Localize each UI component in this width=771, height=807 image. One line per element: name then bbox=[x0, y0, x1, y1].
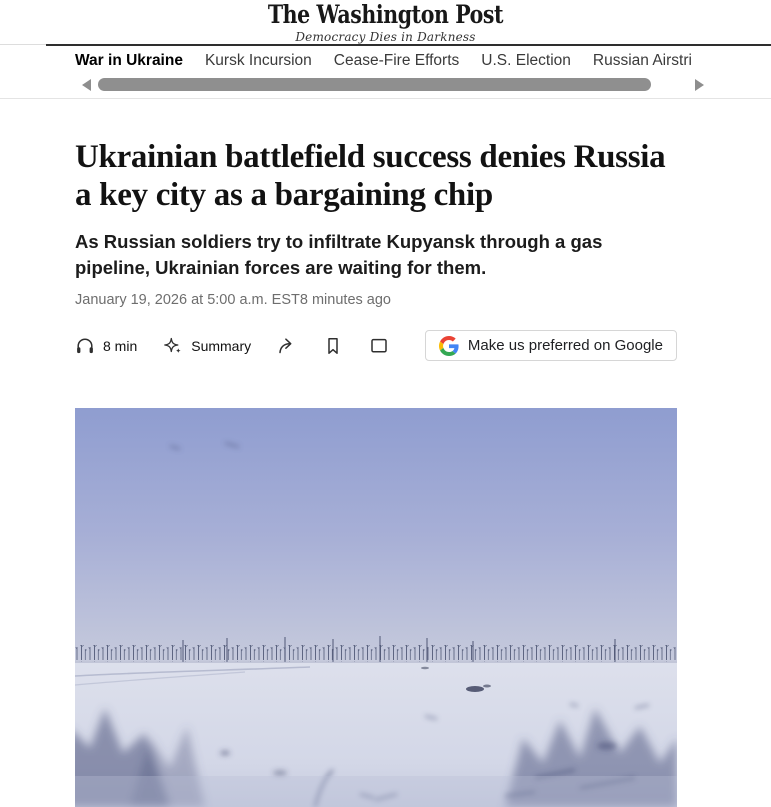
comment-icon bbox=[369, 336, 389, 356]
article bbox=[75, 139, 677, 807]
article-toolbar bbox=[75, 330, 677, 361]
masthead-hairline bbox=[0, 44, 46, 45]
nav-item-cease-fire-efforts[interactable]: Cease-Fire Efforts bbox=[333, 52, 460, 69]
header-divider bbox=[0, 98, 771, 99]
nav-item-russian-airstrikes[interactable]: Russian Airstri bbox=[592, 52, 692, 69]
masthead bbox=[0, 0, 771, 44]
publish-date: January 19, 2026 at 5:00 a.m. EST bbox=[75, 292, 300, 309]
topic-nav-scrollbar bbox=[46, 76, 771, 93]
google-g-icon bbox=[439, 336, 459, 356]
scrollbar-thumb[interactable] bbox=[98, 78, 651, 91]
washington-post-logo[interactable]: The Washington Post bbox=[267, 0, 504, 29]
comment-button[interactable] bbox=[369, 336, 389, 356]
article-headline: Ukrainian battlefield success denies Russia a key city as a bargaining chip bbox=[75, 139, 666, 213]
google-button-label: Make us preferred on Google bbox=[467, 337, 663, 355]
listen-button[interactable] bbox=[75, 336, 137, 356]
summary-button[interactable] bbox=[163, 336, 251, 356]
listen-duration-label: 8 min bbox=[103, 337, 138, 354]
snowy-field-photo bbox=[75, 408, 677, 807]
scroll-right-arrow-icon[interactable] bbox=[695, 79, 704, 91]
make-us-preferred-on-google-button[interactable] bbox=[425, 330, 677, 361]
article-subheadline: As Russian soldiers try to infiltrate Kupyansk through a gas pipeline, Ukrainian forces are waiting for them. bbox=[75, 230, 603, 279]
nav-item-us-election[interactable]: U.S. Election bbox=[481, 52, 571, 69]
masthead-tagline: Democracy Dies in Darkness bbox=[295, 29, 476, 44]
updated-ago: 8 minutes ago bbox=[299, 292, 391, 309]
share-icon bbox=[277, 336, 297, 356]
bookmark-button[interactable] bbox=[323, 336, 343, 356]
bookmark-icon bbox=[323, 336, 343, 356]
nav-item-war-in-ukraine[interactable]: War in Ukraine bbox=[75, 52, 183, 69]
summary-label: Summary bbox=[191, 337, 252, 354]
topic-nav bbox=[46, 44, 771, 93]
headphones-icon bbox=[75, 336, 95, 356]
article-dateline bbox=[75, 292, 677, 308]
lead-photo bbox=[75, 408, 677, 807]
topic-nav-row bbox=[46, 46, 771, 75]
sparkle-icon bbox=[163, 336, 183, 356]
share-button[interactable] bbox=[277, 336, 297, 356]
nav-item-kursk-incursion[interactable]: Kursk Incursion bbox=[204, 52, 312, 69]
scroll-left-arrow-icon[interactable] bbox=[82, 79, 91, 91]
